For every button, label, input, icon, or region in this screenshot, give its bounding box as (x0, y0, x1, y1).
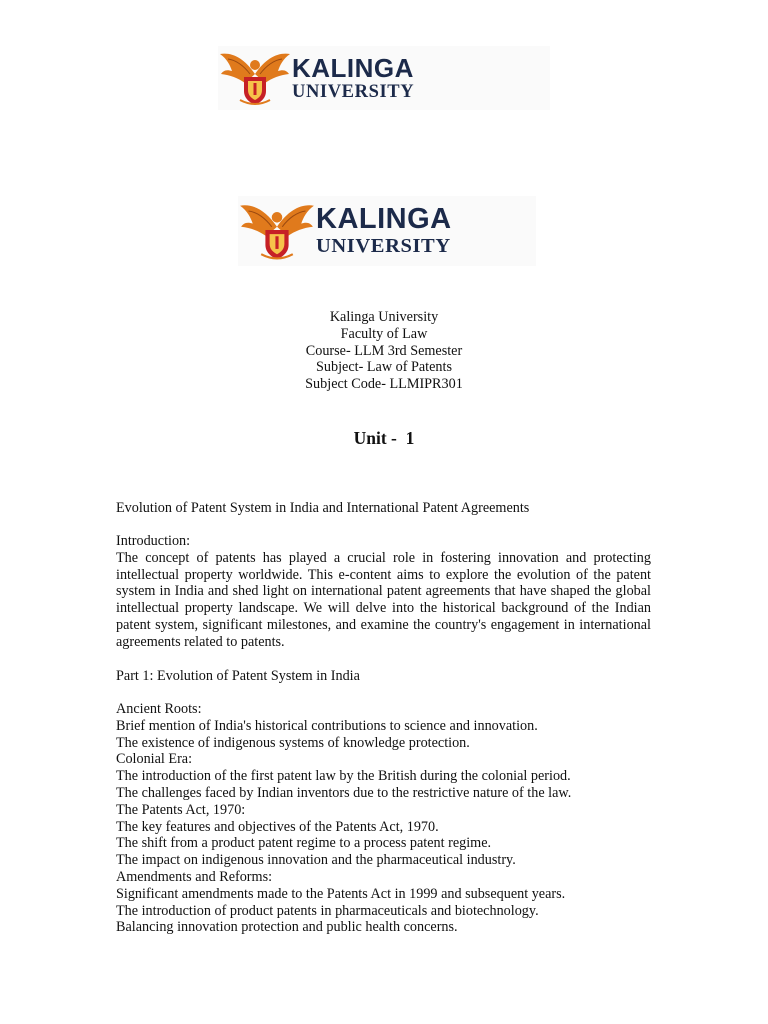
list-item: The existence of indigenous systems of knowledge protection. (116, 734, 470, 751)
course-info (0, 309, 768, 393)
university-name: Kalinga University (329, 309, 439, 325)
logo-subtitle: UNIVERSITY (316, 235, 451, 258)
list-item: The introduction of product patents in pharmaceuticals and biotechnology. (116, 902, 539, 919)
faculty-name: Faculty of Law (340, 325, 428, 342)
university-emblem-icon (238, 198, 316, 264)
introduction-section (116, 533, 651, 651)
list-item: The introduction of the first patent law by the British during the colonial period. (116, 768, 571, 785)
list-item: The challenges faced by Indian inventors due to the restrictive nature of the law. (116, 784, 572, 801)
section-heading: Amendments and Reforms: (116, 868, 273, 885)
cover-logo (238, 196, 536, 266)
part1-list (116, 701, 651, 936)
introduction-heading: Introduction: (116, 533, 191, 549)
logo-name: KALINGA (316, 203, 452, 236)
university-emblem-icon (218, 48, 292, 108)
header-logo (218, 46, 550, 110)
section-heading: Ancient Roots: (116, 701, 202, 717)
subject-name: Subject- Law of Patents (316, 359, 452, 376)
unit-heading: Unit - 1 (353, 428, 415, 448)
list-item: Brief mention of India's historical contributions to science and innovation. (116, 717, 538, 734)
part1-heading: Part 1: Evolution of Patent System in India (116, 668, 360, 684)
section-heading: The Patents Act, 1970: (116, 801, 246, 818)
list-item: The shift from a product patent regime to a process patent regime. (116, 835, 492, 852)
list-item: Significant amendments made to the Patents Act in 1999 and subsequent years. (116, 885, 566, 902)
document-title: Evolution of Patent System in India and International Patent Agreements (116, 500, 530, 516)
section-heading: Colonial Era: (116, 751, 193, 768)
course-name: Course- LLM 3rd Semester (305, 342, 463, 359)
list-item: Balancing innovation protection and public health concerns. (116, 919, 458, 936)
list-item: The impact on indigenous innovation and the pharmaceutical industry. (116, 852, 516, 869)
subject-code: Subject Code- LLMIPR301 (305, 376, 463, 393)
logo-subtitle: UNIVERSITY (292, 81, 415, 102)
list-item: The key features and objectives of the Patents Act, 1970. (116, 818, 439, 835)
introduction-paragraph: The concept of patents has played a crucial role in fostering innovation and protecting intellectual property worldwide. This e-content aims to explore the evolution of the patent system in India and shed light on international patent agreements that have shaped the global intellectual property landscape. We will delve into the historical background of the Indian patent system, significant milestones, and examine the country's engagement in international agreements related to patents. (116, 549, 651, 650)
logo-name: KALINGA (292, 52, 414, 83)
